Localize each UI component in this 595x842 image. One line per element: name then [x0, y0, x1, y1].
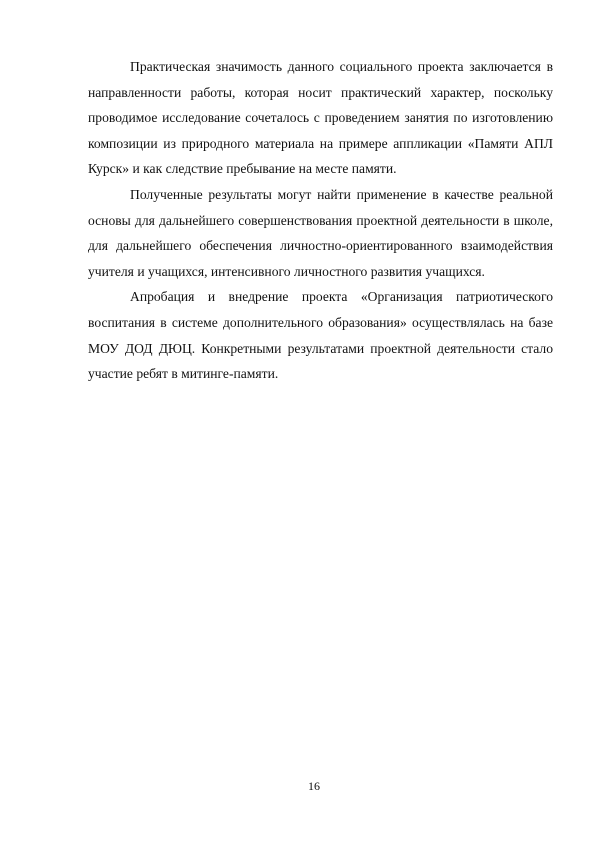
- document-body: [88, 54, 553, 387]
- paragraph-results-application: Полученные результаты могут найти применение в качестве реальной основы для дальнейшего совершенствования проектной деятельности в школе, для дальнейшего обеспечения личностно-ориентированного взаимодействия учителя и учащихся, интенсивного личностного развития учащихся.: [88, 186, 553, 279]
- paragraph-practical-significance: Практическая значимость данного социального проекта заключается в направленности работы, которая носит практический характер, поскольку проводимое исследование сочеталось с проведением занятия по изготовлению композиции из природного материала на примере аппликации «Памяти АПЛ Курск» и как следствие пребывание на месте памяти.: [88, 59, 553, 177]
- page-number: 16: [308, 779, 320, 793]
- paragraph-approbation: Апробация и внедрение проекта «Организация патриотического воспитания в системе дополнительного образования» осуществлялась на базе МОУ ДОД ДЮЦ. Конкретными результатами проектной деятельности стало участие ребят в митинге-памяти.: [88, 289, 553, 382]
